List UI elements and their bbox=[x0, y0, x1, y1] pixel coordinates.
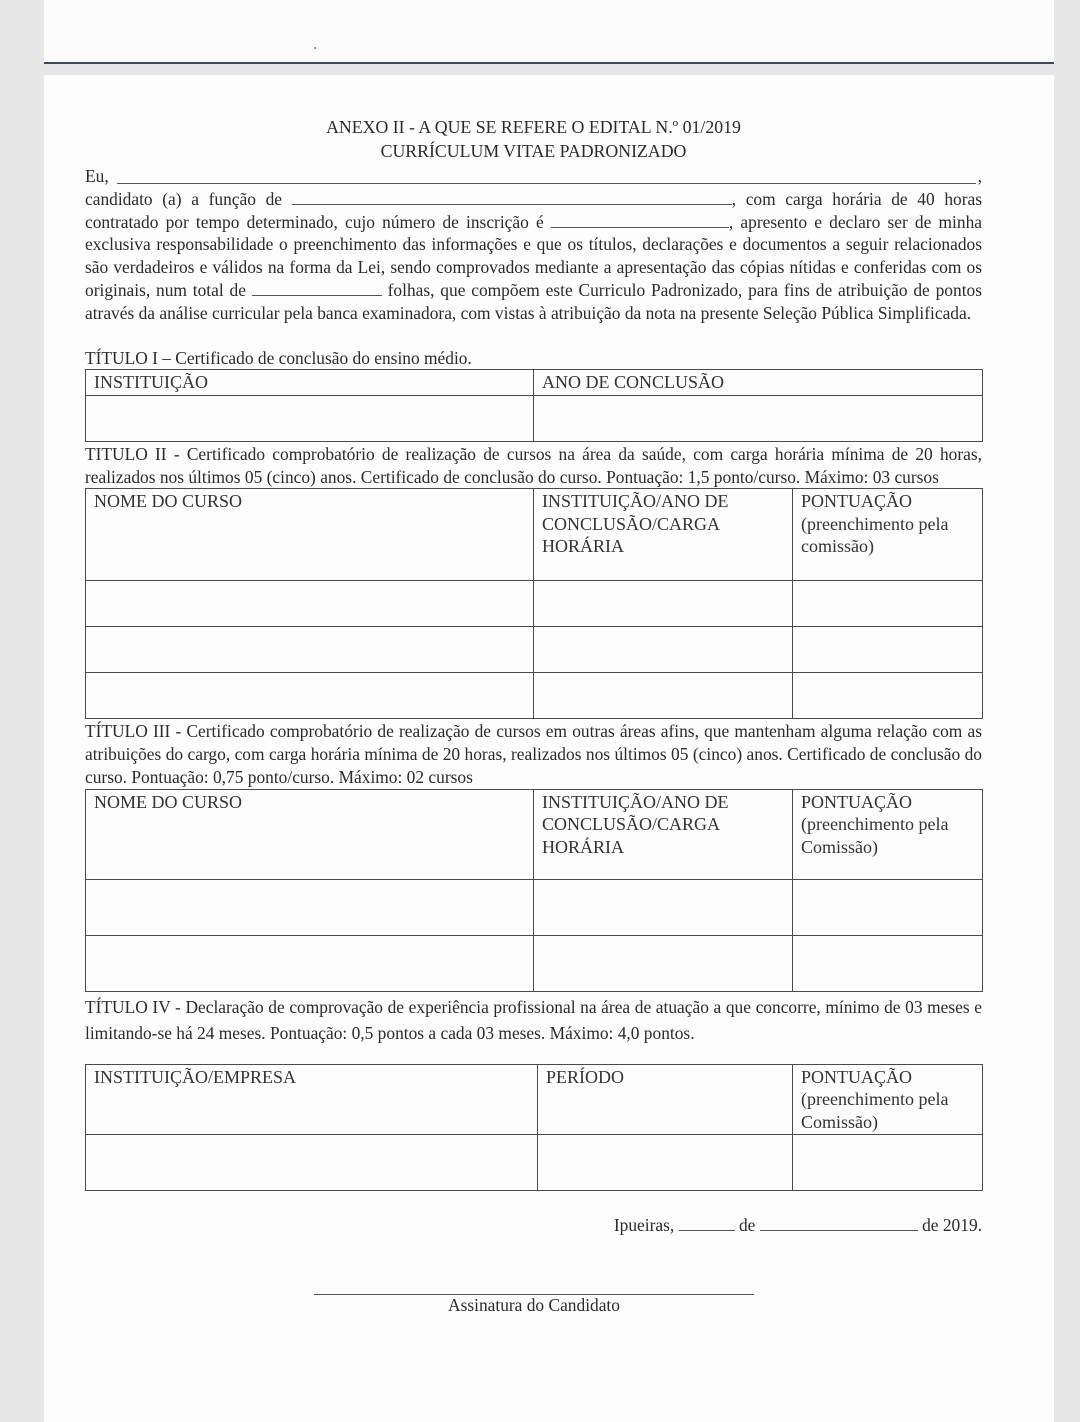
table-header-row bbox=[86, 489, 983, 581]
titulo-2-table bbox=[85, 488, 983, 719]
document-content bbox=[85, 115, 982, 1331]
input-cell[interactable] bbox=[534, 673, 793, 719]
input-cell[interactable] bbox=[86, 673, 534, 719]
input-cell[interactable] bbox=[534, 627, 793, 673]
input-cell[interactable] bbox=[793, 581, 983, 627]
input-cell[interactable] bbox=[793, 627, 983, 673]
input-cell[interactable] bbox=[86, 1135, 538, 1191]
sheets-blank[interactable] bbox=[252, 281, 382, 296]
titulo-4-table bbox=[85, 1064, 983, 1192]
header-pontuacao: PONTUAÇÃO (preenchimento pela Comissão) bbox=[793, 1064, 983, 1135]
name-line bbox=[85, 165, 982, 188]
city-label: Ipueiras, bbox=[613, 1215, 675, 1236]
header-periodo: PERÍODO bbox=[538, 1064, 793, 1135]
header-nome-curso: NOME DO CURSO bbox=[86, 789, 534, 879]
header-instituicao-ano: INSTITUIÇÃO/ANO DE CONCLUSÃO/CARGA HORÁRIA bbox=[534, 489, 793, 581]
previous-page-edge bbox=[44, 0, 1054, 64]
declaration-paragraph bbox=[85, 165, 982, 325]
input-cell[interactable] bbox=[538, 1135, 793, 1191]
footer-area bbox=[85, 1191, 982, 1331]
titulo-4-heading: TÍTULO IV - Declaração de comprovação de experiência profissional na área de atuação a que concorre, mínimo de 03 meses e limitando-se há 24 meses. Pontuação: 0,5 pontos a cada 03 meses. Máximo: 4,0 pontos. bbox=[85, 996, 982, 1043]
input-cell[interactable] bbox=[534, 935, 793, 991]
header-pontuacao: PONTUAÇÃO (preenchimento pela Comissão) bbox=[793, 789, 983, 879]
document-page[interactable] bbox=[44, 75, 1054, 1422]
function-blank[interactable] bbox=[292, 190, 732, 205]
input-cell[interactable] bbox=[86, 581, 534, 627]
titulo-3-table bbox=[85, 789, 983, 992]
input-cell[interactable] bbox=[793, 673, 983, 719]
title-line-2: CURRÍCULUM VITAE PADRONIZADO bbox=[380, 141, 687, 161]
titulo-3-heading: TÍTULO III - Certificado comprobatório de realização de cursos em outras áreas afins, que mantenham alguma relação com as atribuições do cargo, com carga horária mínima de 20 horas, realizados nos últimos 05 (cinco) anos. Certificado de conclusão do curso. Pontuação: 0,75 ponto/curso. Máximo: 02 cursos bbox=[85, 721, 982, 788]
input-cell[interactable] bbox=[793, 935, 983, 991]
date-line bbox=[614, 1213, 982, 1237]
eu-comma: , bbox=[977, 166, 982, 186]
eu-label: Eu, bbox=[85, 166, 109, 186]
titulo-2-heading: TITULO II - Certificado comprobatório de realização de cursos na área da saúde, com carga horária mínima de 20 horas, realizados nos últimos 05 (cinco) anos. Certificado de conclusão do curso. Pontuação: 1,5 ponto/curso. Máximo: 03 cursos bbox=[85, 443, 982, 487]
month-blank[interactable] bbox=[760, 1216, 918, 1231]
input-cell[interactable] bbox=[793, 879, 983, 935]
table-row bbox=[86, 879, 983, 935]
table-header-row bbox=[86, 1064, 983, 1135]
day-blank[interactable] bbox=[679, 1216, 735, 1231]
header-instituicao-empresa: INSTITUIÇÃO/EMPRESA bbox=[86, 1064, 538, 1135]
declaration-text bbox=[85, 188, 982, 325]
input-cell[interactable] bbox=[86, 627, 534, 673]
inscription-blank[interactable] bbox=[551, 213, 729, 228]
declaration-part-4: folhas, que compõem este Curriculo Padronizado, para fins de atribuição de pontos através da análise curricular pela banca examinadora, com vistas à atribuição da nota na presente Seleção Pública Simplificada. bbox=[85, 279, 982, 323]
input-cell[interactable] bbox=[86, 879, 534, 935]
name-blank[interactable] bbox=[117, 169, 976, 184]
de-label: de bbox=[738, 1215, 756, 1236]
scan-speck bbox=[314, 47, 316, 49]
input-cell[interactable] bbox=[793, 1135, 983, 1191]
year-label: de 2019. bbox=[922, 1215, 982, 1236]
header-pontuacao: PONTUAÇÃO (preenchimento pela comissão) bbox=[793, 489, 983, 581]
document-title bbox=[85, 115, 982, 163]
signature-label: Assinatura do Candidato bbox=[448, 1295, 620, 1316]
table-row bbox=[86, 627, 983, 673]
table-header-row bbox=[86, 370, 983, 396]
table-row bbox=[86, 1135, 983, 1191]
declaration-part-3: , apresento e declaro ser de minha exclusiva responsabilidade o preenchimento das informações e que os títulos, declarações e documentos a seguir relacionados são verdadeiros e válidos na forma da Lei, sendo comprovados mediante a apresentação das cópias nítidas e conferidas com os originais, num total de bbox=[85, 211, 982, 300]
input-cell[interactable] bbox=[534, 395, 983, 441]
table-header-row bbox=[86, 789, 983, 879]
input-cell[interactable] bbox=[534, 879, 793, 935]
table-row bbox=[86, 581, 983, 627]
table-row bbox=[86, 395, 983, 441]
header-instituicao-ano: INSTITUIÇÃO/ANO DE CONCLUSÃO/CARGA HORÁRIA bbox=[534, 789, 793, 879]
header-nome-curso: NOME DO CURSO bbox=[86, 489, 534, 581]
header-instituicao: INSTITUIÇÃO bbox=[86, 370, 534, 396]
table-row bbox=[86, 673, 983, 719]
declaration-part-2: , com carga horária de 40 horas contratado por tempo determinado, cujo número de inscrição é bbox=[85, 188, 982, 232]
header-ano-conclusao: ANO DE CONCLUSÃO bbox=[534, 370, 983, 396]
titulo-1-table bbox=[85, 369, 983, 442]
title-line-1: ANEXO II - A QUE SE REFERE O EDITAL N.º 01/2019 bbox=[326, 117, 741, 137]
input-cell[interactable] bbox=[534, 581, 793, 627]
input-cell[interactable] bbox=[86, 935, 534, 991]
table-row bbox=[86, 935, 983, 991]
declaration-part-1: candidato (a) a função de bbox=[85, 188, 283, 209]
titulo-1-heading: TÍTULO I – Certificado de conclusão do ensino médio. bbox=[85, 347, 472, 368]
input-cell[interactable] bbox=[86, 395, 534, 441]
